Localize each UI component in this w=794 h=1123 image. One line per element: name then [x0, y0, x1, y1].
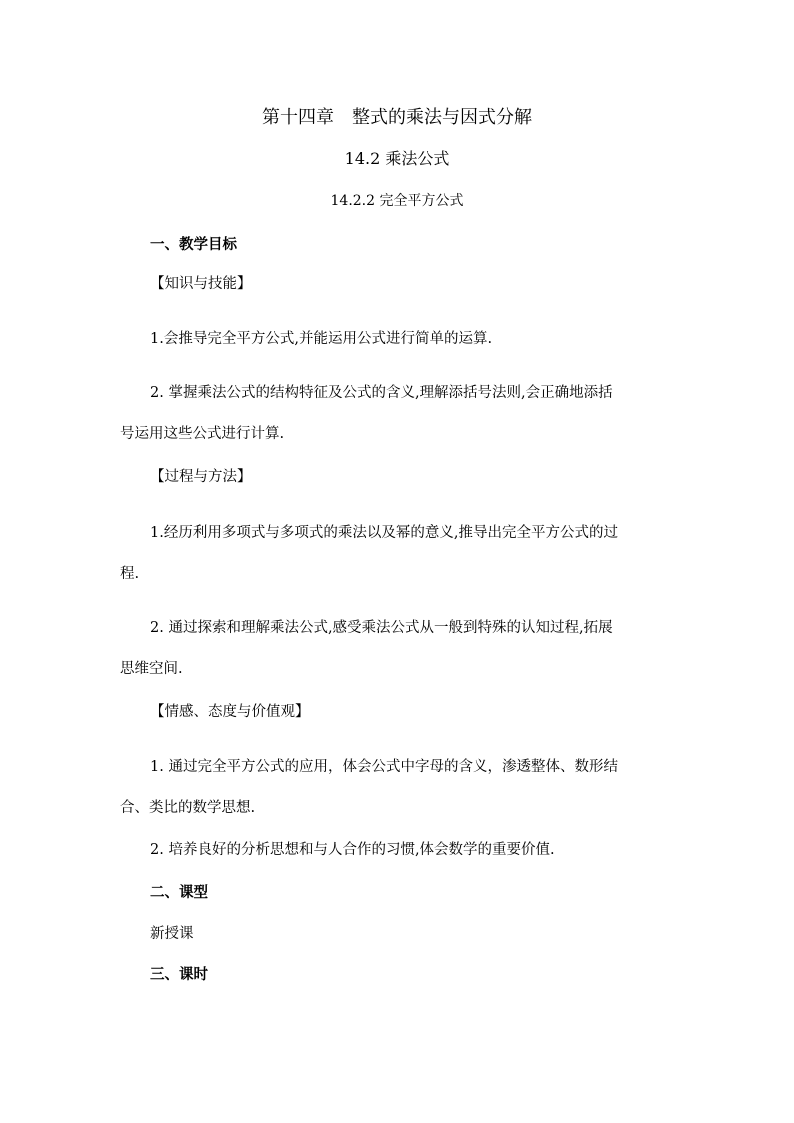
heading-lesson-type: 二、课型	[150, 884, 208, 901]
goal-item-line: 1.会推导完全平方公式,并能运用公式进行简单的运算.	[150, 331, 493, 347]
subsection-title: 14.2.2 完全平方公式	[330, 193, 464, 209]
lesson-type-value: 新授课	[150, 926, 194, 942]
chapter-title: 第十四章 整式的乘法与因式分解	[262, 107, 532, 128]
group-label-emotion-values: 【情感、态度与价值观】	[150, 704, 310, 720]
goal-item-line: 2. 掌握乘法公式的结构特征及公式的含义,理解添括号法则,会正确地添括	[150, 385, 613, 401]
goal-item-line: 2. 培养良好的分析思想和与人合作的习惯,体会数学的重要价值.	[150, 842, 555, 858]
goal-item-line: 2. 通过探索和理解乘法公式,感受乘法公式从一般到特殊的认知过程,拓展	[150, 620, 613, 636]
goal-item-line: 1.经历利用多项式与多项式的乘法以及幂的意义,推导出完全平方公式的过	[150, 525, 618, 541]
goal-item-line-cont: 合、类比的数学思想.	[120, 800, 256, 816]
goal-item-line: 1. 通过完全平方公式的应用，体会公式中字母的含义，渗透整体、数形结	[150, 759, 618, 775]
heading-class-hours: 三、课时	[150, 966, 208, 983]
goal-item-line-cont: 程.	[120, 566, 140, 582]
group-label-process-methods: 【过程与方法】	[150, 469, 252, 485]
group-label-knowledge-skills: 【知识与技能】	[150, 276, 252, 292]
heading-teaching-goals: 一、教学目标	[150, 236, 237, 253]
goal-item-line-cont: 号运用这些公式进行计算.	[120, 426, 285, 442]
goal-item-line-cont: 思维空间.	[120, 661, 183, 677]
section-title: 14.2 乘法公式	[344, 149, 450, 168]
